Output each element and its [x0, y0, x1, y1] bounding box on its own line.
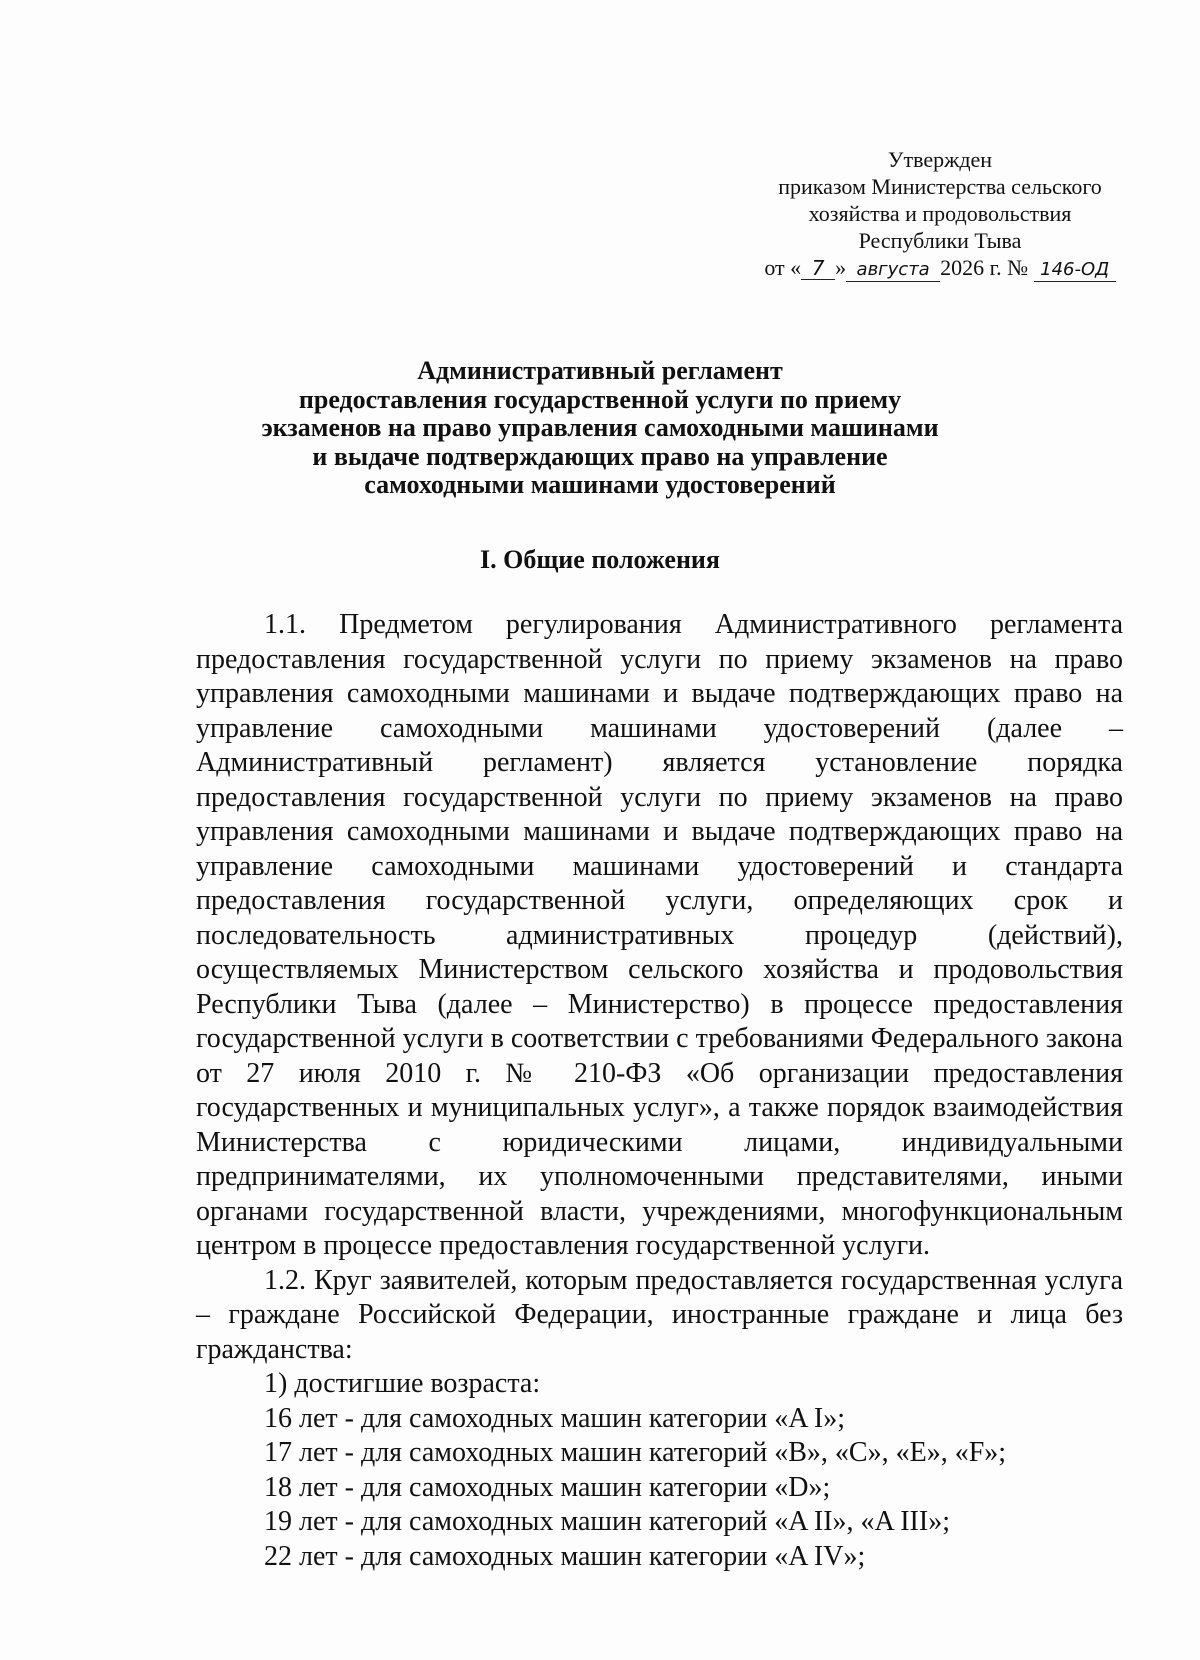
approval-date-line — [740, 254, 1140, 282]
title-line-2: предоставления государственной услуги по приему — [298, 384, 902, 414]
handwritten-order-number: 146-ОД — [1034, 259, 1116, 282]
handwritten-month: августа — [846, 259, 940, 282]
approval-line-1: Утвержден — [887, 147, 993, 172]
list-item-age-19: 19 лет - для самоходных машин категорий «A II», «A III»; — [264, 1506, 950, 1537]
approval-line-2: приказом Министерства сельского — [778, 174, 1102, 199]
handwritten-day: 7 — [801, 257, 835, 280]
list-item-age-17: 17 лет - для самоходных машин категорий «B», «C», «E», «F»; — [264, 1437, 1007, 1468]
title-line-1: Административный регламент — [417, 356, 783, 385]
approval-line-3: хозяйства и продовольствия — [808, 201, 1072, 226]
document-title — [200, 357, 1000, 500]
approval-stamp-block — [740, 146, 1140, 282]
list-item-age-16: 16 лет - для самоходных машин категории «A I»; — [264, 1402, 846, 1434]
list-item-age-22: 22 лет - для самоходных машин категории «A IV»; — [264, 1540, 866, 1572]
title-line-5: самоходными машинами удостоверений — [364, 470, 836, 499]
date-day-close: » — [835, 255, 847, 280]
list-item-age-intro: 1) достигшие возраста: — [264, 1368, 541, 1399]
title-line-4: и выдаче подтверждающих право на управление — [312, 441, 888, 471]
paragraph-1-2: 1.2. Круг заявителей, которым предоставляется государственная услуга – граждане Российской Федерации, иностранные граждане и лица без гражданства: — [196, 1264, 1123, 1365]
title-line-3: экзаменов на право управления самоходными машинами — [261, 413, 939, 442]
approval-line-4: Республики Тыва — [858, 228, 1022, 253]
paragraph-1-1: 1.1. Предметом регулирования Административного регламента предоставления государственной услуги по приему экзаменов на право управления самоходными машинами и выдаче подтверждающих право на управление самоходными машинами удостоверений (далее – Административный регламент) является установление порядка предоставления государственной услуги по приему экзаменов на право управления самоходными машинами и выдаче подтверждающих право на управление самоходными машинами удостоверений и стандарта предоставления государственной услуги, определяющих срок и последовательность административных процедур (действий), осуществляемых Министерством сельского хозяйства и продовольствия Республики Тыва (далее – Министерство) в процессе предоставления государственной услуги в соответствии с требованиями Федерального закона от 27 июля 2010 г. № 210-ФЗ «Об организации предоставления государственных и муниципальных услуг», а также порядок взаимодействия Министерства с юридическими лицами, индивидуальными предпринимателями, их уполномоченными представителями, иными органами государственной власти, учреждениями, многофункциональным центром в процессе предоставления государственной услуги. — [196, 609, 1123, 1261]
list-item-age-18: 18 лет - для самоходных машин категории «D»; — [264, 1471, 831, 1503]
date-year-number-label: 2026 г. № — [940, 255, 1029, 280]
date-prefix: от « — [764, 255, 802, 280]
document-body — [196, 608, 1123, 1574]
section-heading: I. Общие положения — [480, 545, 720, 574]
